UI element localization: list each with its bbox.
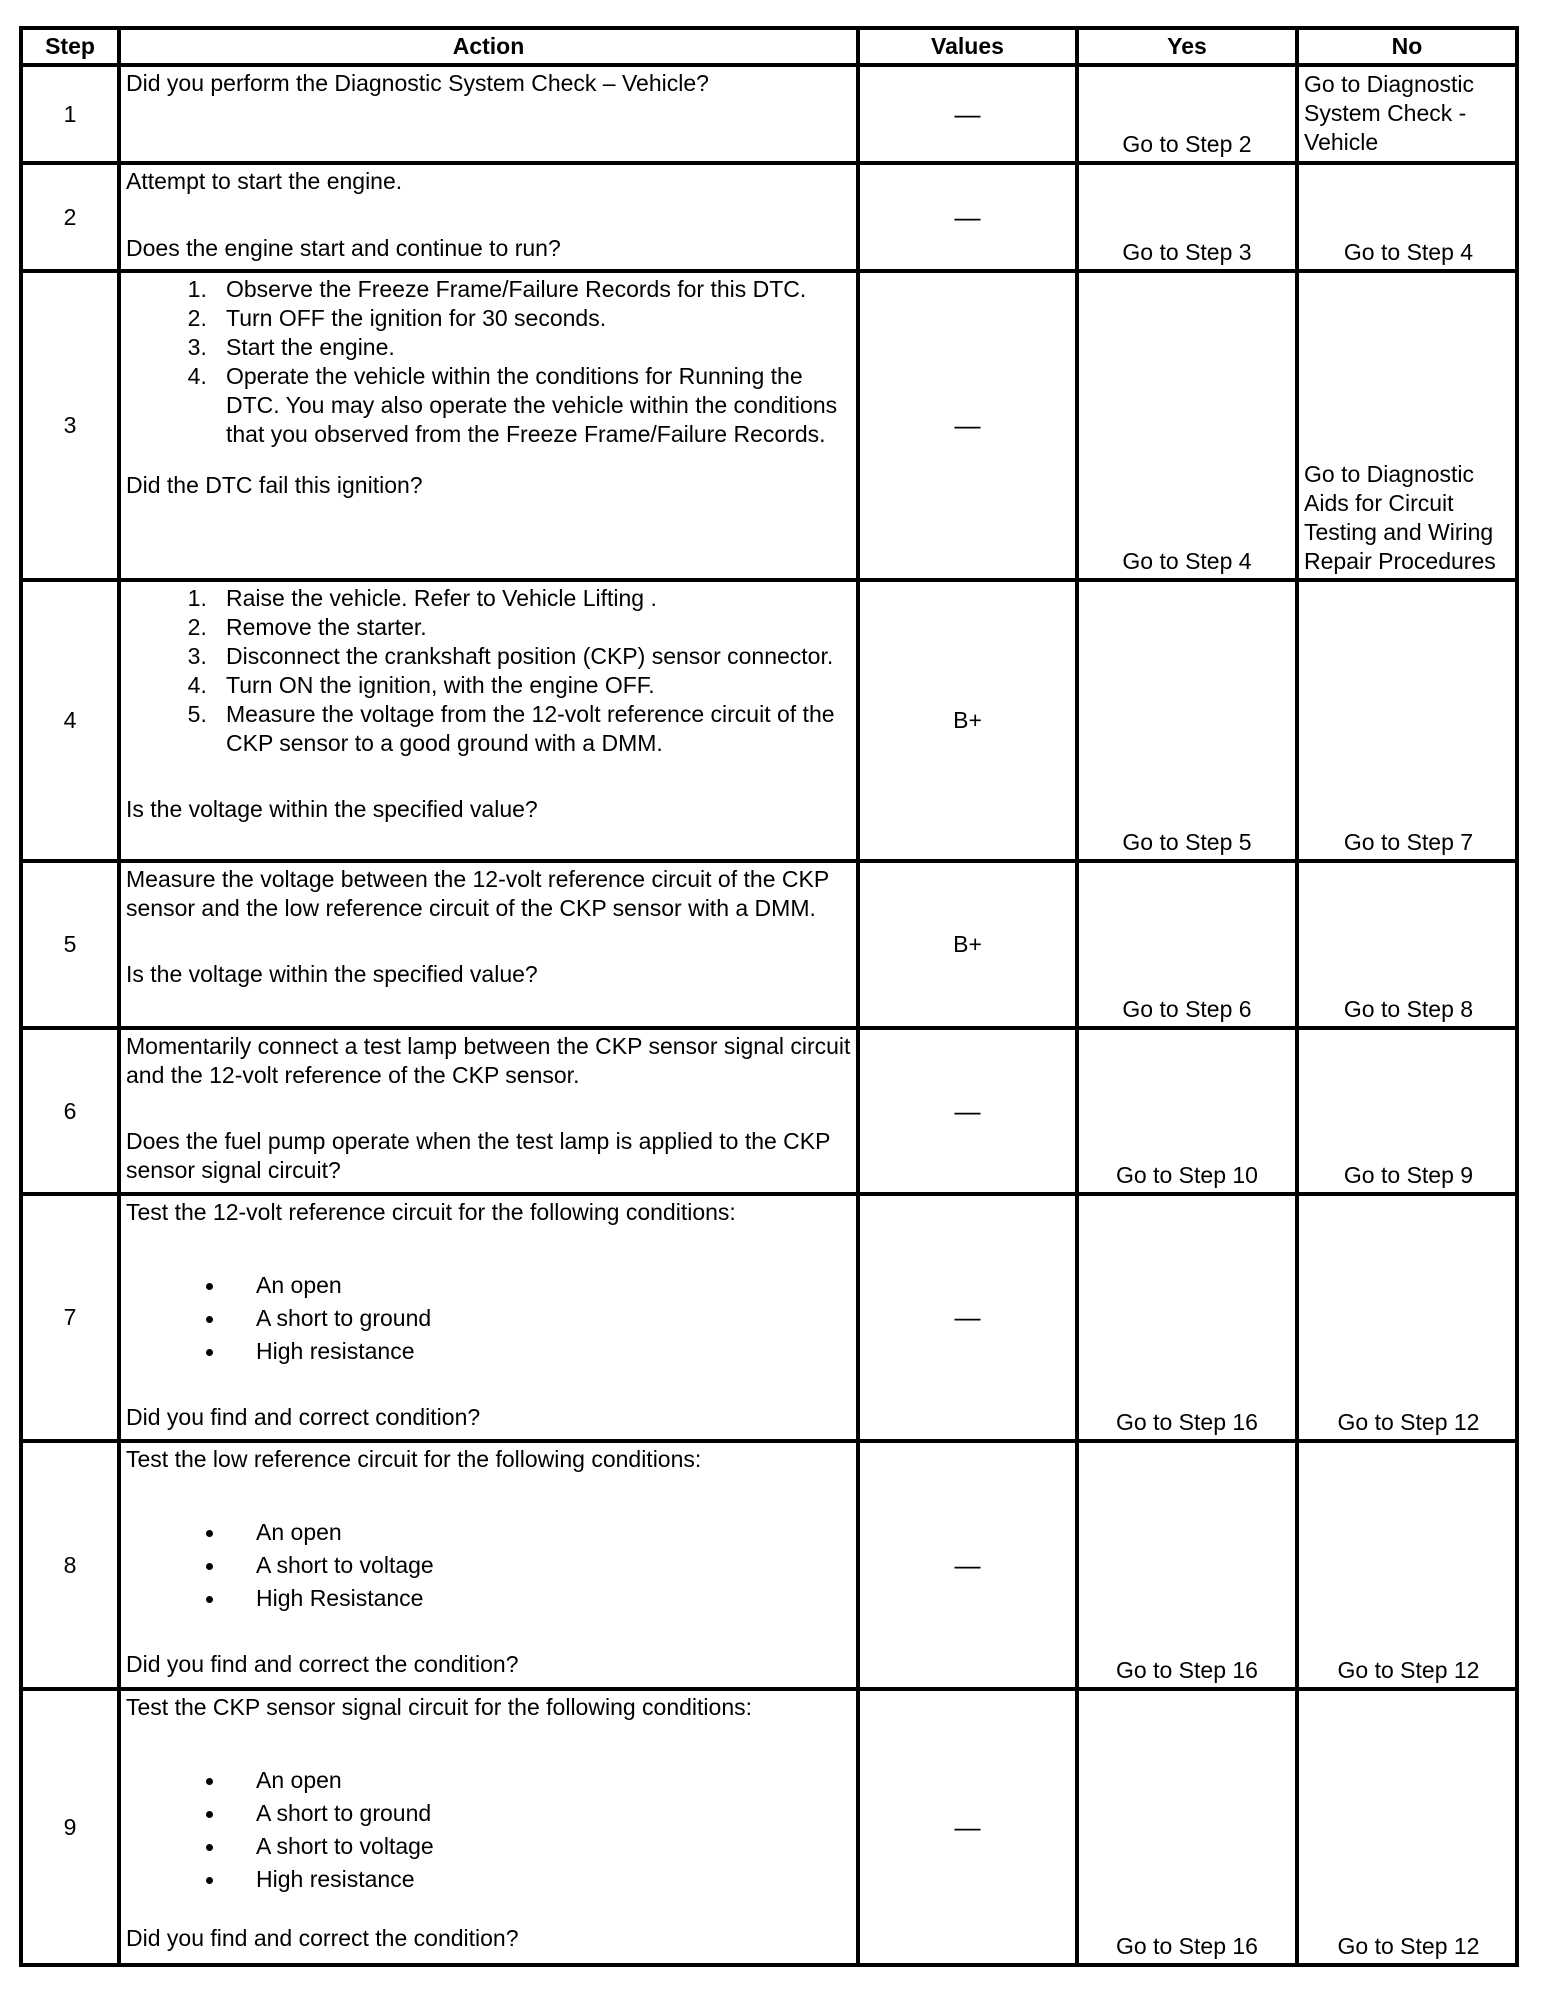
value-cell: — [858, 1194, 1077, 1441]
step-number: 9 [21, 1689, 119, 1965]
yes-cell: Go to Step 10 [1077, 1028, 1297, 1194]
value-cell: — [858, 1028, 1077, 1194]
yes-cell: Go to Step 16 [1077, 1689, 1297, 1965]
action-cell [119, 1441, 858, 1689]
table-row [21, 1028, 1517, 1194]
table-row [21, 163, 1517, 271]
list-item: • A short to voltage [226, 1549, 852, 1582]
step-number: 7 [21, 1194, 119, 1441]
header-yes: Yes [1077, 28, 1297, 65]
header-no: No [1297, 28, 1517, 65]
action-text: Attempt to start the engine. [126, 168, 403, 194]
list-item: 1. Raise the vehicle. Refer to Vehicle Lifting . [226, 584, 852, 613]
value-cell: — [858, 271, 1077, 580]
list-item: 4. Turn ON the ignition, with the engine OFF. [226, 671, 852, 700]
action-cell [119, 1194, 858, 1441]
yes-cell: Go to Step 6 [1077, 861, 1297, 1028]
table-row [21, 1689, 1517, 1965]
action-question: Did the DTC fail this ignition? [126, 472, 423, 498]
step-number: 8 [21, 1441, 119, 1689]
list-item: • High Resistance [226, 1582, 852, 1615]
action-cell [119, 1028, 858, 1194]
yes-cell: Go to Step 5 [1077, 580, 1297, 861]
list-item: • High resistance [226, 1335, 852, 1368]
table-row [21, 580, 1517, 861]
diagnostic-table [19, 26, 1519, 1967]
yes-cell: Go to Step 16 [1077, 1194, 1297, 1441]
numbered-list [126, 275, 852, 449]
header-row [21, 28, 1517, 65]
list-item: 2. Turn OFF the ignition for 30 seconds. [226, 304, 852, 333]
bullet-list [126, 1516, 852, 1615]
list-item: 3. Disconnect the crankshaft position (CKP) sensor connector. [226, 642, 852, 671]
no-cell: Go to Step 9 [1297, 1028, 1517, 1194]
yes-cell: Go to Step 3 [1077, 163, 1297, 271]
list-item: • An open [226, 1269, 852, 1302]
value-cell: — [858, 163, 1077, 271]
action-cell [119, 65, 858, 163]
action-cell [119, 580, 858, 861]
no-cell: Go to Diagnostic Aids for Circuit Testing and Wiring Repair Procedures [1297, 271, 1517, 580]
action-text: Measure the voltage between the 12-volt reference circuit of the CKP sensor and the low reference circuit of the CKP sensor with a DMM. [126, 866, 829, 921]
list-item: 5. Measure the voltage from the 12-volt reference circuit of the CKP sensor to a good ground with a DMM. [226, 700, 852, 758]
step-number: 1 [21, 65, 119, 163]
list-item: 3. Start the engine. [226, 333, 852, 362]
value-cell: B+ [858, 580, 1077, 861]
header-values: Values [858, 28, 1077, 65]
list-item: • High resistance [226, 1863, 852, 1896]
action-text: Test the CKP sensor signal circuit for the following conditions: [126, 1694, 752, 1720]
value-cell: — [858, 65, 1077, 163]
action-cell [119, 861, 858, 1028]
list-item: 4. Operate the vehicle within the conditions for Running the DTC. You may also operate the vehicle within the conditions that you observed from the Freeze Frame/Failure Records. [226, 362, 852, 449]
bullet-list [126, 1269, 852, 1368]
list-item: • A short to ground [226, 1302, 852, 1335]
no-cell: Go to Step 8 [1297, 861, 1517, 1028]
action-cell [119, 1689, 858, 1965]
value-cell: B+ [858, 861, 1077, 1028]
yes-cell: Go to Step 2 [1077, 65, 1297, 163]
list-item: 2. Remove the starter. [226, 613, 852, 642]
action-question: Did you find and correct condition? [126, 1404, 481, 1430]
list-item: • A short to voltage [226, 1830, 852, 1863]
list-item: • A short to ground [226, 1797, 852, 1830]
list-item: • An open [226, 1516, 852, 1549]
no-cell: Go to Diagnostic System Check - Vehicle [1297, 65, 1517, 163]
table-row [21, 271, 1517, 580]
yes-cell: Go to Step 4 [1077, 271, 1297, 580]
action-cell [119, 271, 858, 580]
step-number: 6 [21, 1028, 119, 1194]
step-number: 5 [21, 861, 119, 1028]
no-cell: Go to Step 12 [1297, 1194, 1517, 1441]
list-item: 1. Observe the Freeze Frame/Failure Records for this DTC. [226, 275, 852, 304]
table-row [21, 65, 1517, 163]
action-text: Did you perform the Diagnostic System Check – Vehicle? [126, 70, 709, 96]
action-question: Is the voltage within the specified value? [126, 796, 538, 822]
no-cell: Go to Step 4 [1297, 163, 1517, 271]
step-number: 3 [21, 271, 119, 580]
list-item: • An open [226, 1764, 852, 1797]
table-row [21, 1441, 1517, 1689]
step-number: 4 [21, 580, 119, 861]
action-question: Did you find and correct the condition? [126, 1925, 519, 1951]
header-action: Action [119, 28, 858, 65]
value-cell: — [858, 1689, 1077, 1965]
numbered-list [126, 584, 852, 758]
table-row [21, 861, 1517, 1028]
header-step: Step [21, 28, 119, 65]
table-row [21, 1194, 1517, 1441]
no-cell: Go to Step 12 [1297, 1441, 1517, 1689]
step-number: 2 [21, 163, 119, 271]
action-cell [119, 163, 858, 271]
action-text: Test the low reference circuit for the following conditions: [126, 1446, 702, 1472]
action-question: Did you find and correct the condition? [126, 1651, 519, 1677]
action-question: Is the voltage within the specified value? [126, 961, 538, 987]
yes-cell: Go to Step 16 [1077, 1441, 1297, 1689]
action-text: Test the 12-volt reference circuit for the following conditions: [126, 1199, 736, 1225]
action-question: Does the fuel pump operate when the test lamp is applied to the CKP sensor signal circuit? [126, 1128, 831, 1183]
no-cell: Go to Step 7 [1297, 580, 1517, 861]
value-cell: — [858, 1441, 1077, 1689]
action-question: Does the engine start and continue to run? [126, 235, 561, 261]
action-text: Momentarily connect a test lamp between the CKP sensor signal circuit and the 12-volt reference of the CKP sensor. [126, 1033, 851, 1088]
no-cell: Go to Step 12 [1297, 1689, 1517, 1965]
bullet-list [126, 1764, 852, 1896]
